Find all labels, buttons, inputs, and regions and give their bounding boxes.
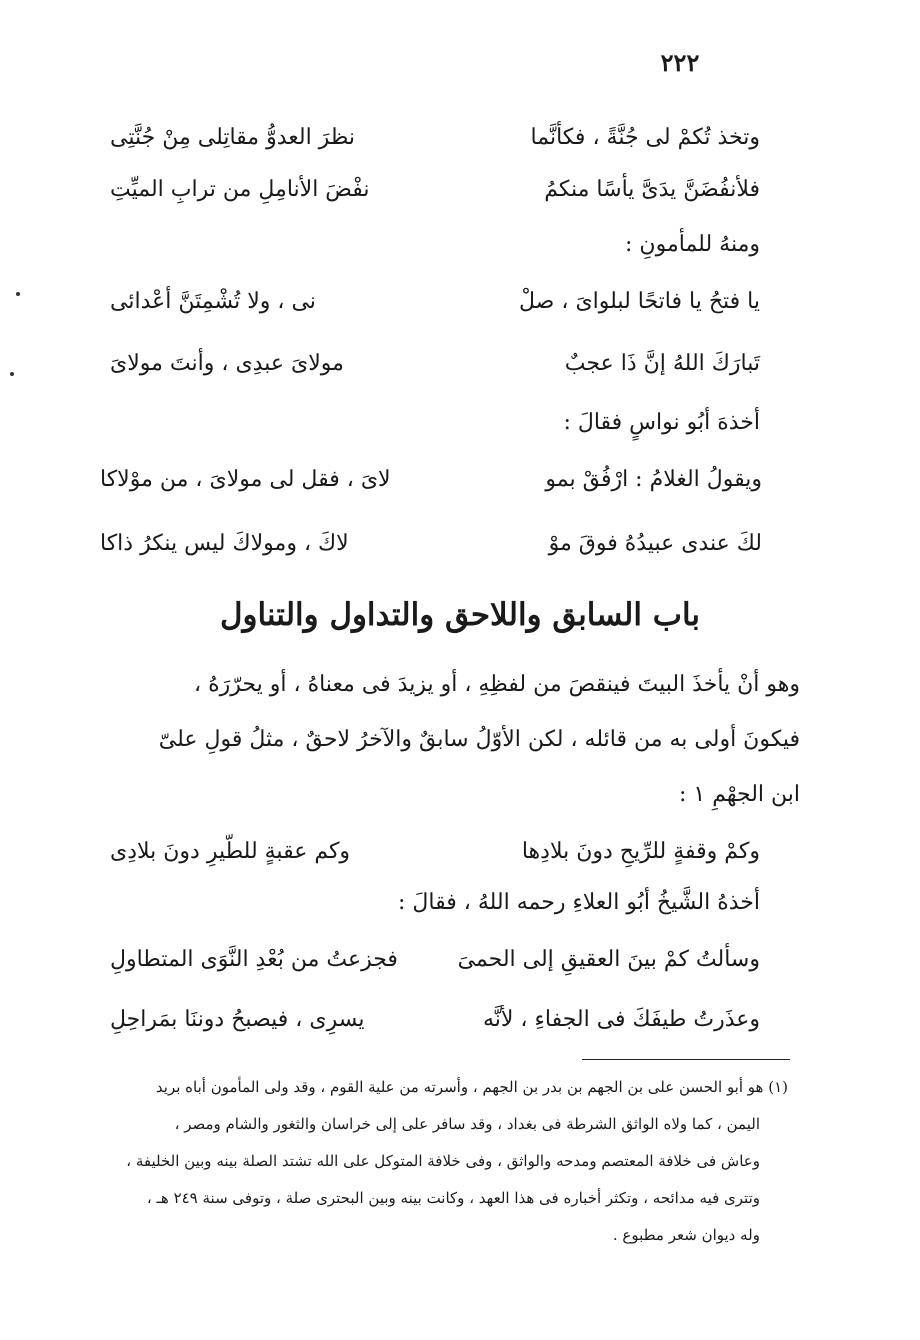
footnote-line: اليمن ، كما ولاه الواثق الشرطة فى بغداد ، وقد سافر على إلى خراسان والثغور والشام ومصر ، <box>174 1115 760 1133</box>
page-number: ٢٢٢ <box>660 48 700 77</box>
verse-second-hemistich: مولاىَ عبدِى ، وأنتَ مولاىَ <box>110 351 344 376</box>
verse-second-hemistich: نفْضَ الأنامِلِ من ترابِ الميِّتِ <box>110 177 370 202</box>
definition-line: ابن الجهْمِ ١ : <box>678 782 800 807</box>
verse-first-hemistich: وتخذ تُكمْ لى جُنَّةً ، فكأنَّما <box>530 125 760 150</box>
footnote-line: وتترى فيه مدائحه ، وتكثر أخباره فى هذا العهد ، وكانت بينه وبين البحترى صلة ، وتوفى سنة ٢٤٩ هـ ، <box>146 1189 760 1207</box>
verse-first-hemistich: وعذَرتُ طيفَكَ فى الجفاءِ ، لأنَّه <box>482 1007 760 1032</box>
footnote-line: (١) هو أبو الحسن على بن الجهم بن بدر بن الجهم ، وأسرته من علية القوم ، وقد ولى المأمون أباه بريد <box>155 1078 788 1096</box>
intro-abunuwas: أخذهَ أبُو نواسٍ فقالَ : <box>563 410 760 435</box>
verse-line <box>110 282 760 322</box>
verse-line <box>110 1000 760 1040</box>
definition-line: فيكونَ أولى به من قائله ، لكن الأوّلُ سابقٌ والآخرُ لاحقٌ ، مثلُ قولِ علىّ <box>158 727 800 752</box>
verse-first-hemistich: تَبارَكَ اللهُ إنَّ ذَا عجبٌ <box>564 351 760 376</box>
verse-line <box>100 460 762 500</box>
intro-mamun: ومنهُ للمأمونِ : <box>625 232 760 257</box>
verse-second-hemistich: وكم عقبةٍ للطّيرِ دونَ بلادِى <box>110 839 351 864</box>
verse-second-hemistich: نظرَ العدوُّ مقاتِلى مِنْ جُنَّتِى <box>110 125 355 150</box>
footnote-line: وعاش فى خلافة المعتصم ومدحه والواثق ، وفى خلافة المتوكل على الله تشتد الصلة بينه وبين الخليفة ، <box>126 1152 760 1170</box>
verse-second-hemistich: نى ، ولا تُشْمِتَنَّ أعْدائى <box>110 289 316 314</box>
verse-second-hemistich: يسرِى ، فيصبحُ دوننَا بمَراحِلِ <box>110 1007 365 1032</box>
verse-first-hemistich: ويقولُ الغلامُ : ارْفُقْ بمو <box>545 467 762 492</box>
verse-first-hemistich: فلأنفُضَنَّ يدَىَّ يأسًا منكمُ <box>544 177 760 202</box>
footnote-divider <box>582 1059 790 1060</box>
definition-line: وهو أنْ يأخذَ البيتَ فينقصَ من لفظِهِ ، أو يزيدَ فى معناهُ ، أو يحرّرَهُ ، <box>194 672 800 697</box>
intro-maarri: أخذهُ الشَّيخُ أبُو العلاءِ رحمه اللهُ ، فقالَ : <box>398 890 760 915</box>
verse-line <box>110 940 760 980</box>
verse-second-hemistich: لاىَ ، فقل لى مولاىَ ، من موْلاكا <box>100 467 391 492</box>
verse-line <box>110 832 760 872</box>
verse-second-hemistich: لاكَ ، ومولاكَ ليس ينكرُ ذاكا <box>100 531 349 556</box>
verse-line <box>110 170 760 210</box>
verse-first-hemistich: لكَ عندى عبيدُهُ فوقَ موْ <box>548 531 762 556</box>
verse-line <box>110 344 760 384</box>
verse-second-hemistich: فجزعتُ من بُعْدِ النَّوَى المتطاولِ <box>110 947 398 972</box>
footnote-line: وله ديوان شعر مطبوع . <box>612 1226 760 1244</box>
verse-line <box>100 524 762 564</box>
verse-line <box>110 118 760 158</box>
verse-first-hemistich: يا فتحُ يا فاتحًا لبلوایَ ، صلْ <box>519 289 760 314</box>
verse-first-hemistich: وكمْ وقفةٍ للرِّيحِ دونَ بلادِها <box>521 839 760 864</box>
scan-speck <box>10 372 14 376</box>
section-heading: باب السابق واللاحق والتداول والتناول <box>219 597 701 633</box>
scan-speck <box>16 292 20 296</box>
verse-first-hemistich: وسألتُ كمْ بينَ العقيقِ إلى الحمىَ <box>457 947 760 972</box>
